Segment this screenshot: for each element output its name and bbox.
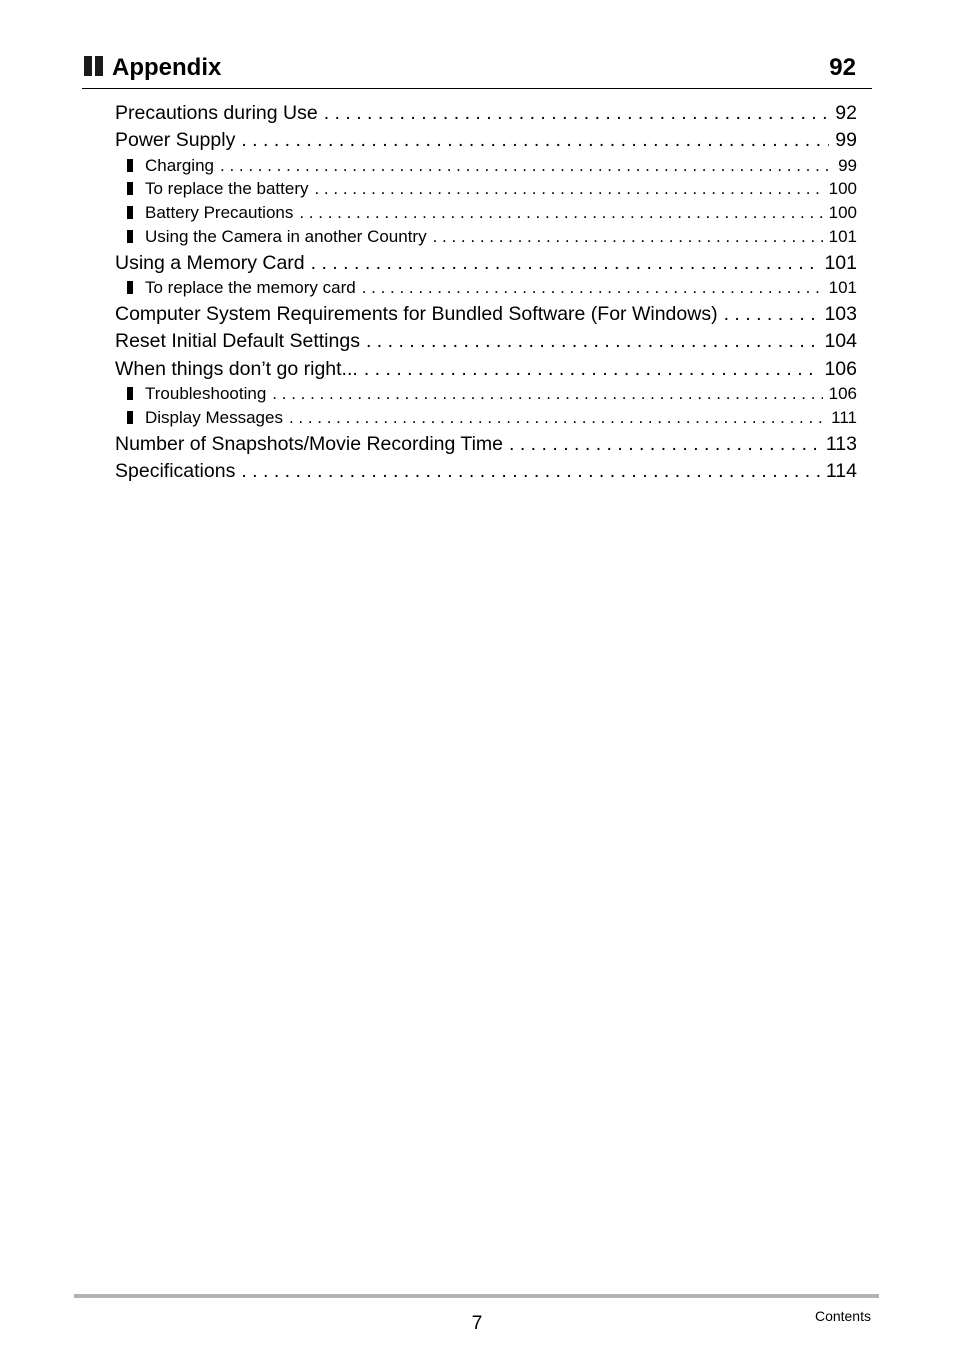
- footer-contents-link[interactable]: Contents: [814, 1308, 871, 1324]
- toc-entry-label: Charging: [145, 156, 214, 175]
- toc-entry[interactable]: [127, 178, 857, 200]
- dot-leader: [311, 250, 819, 276]
- toc-entry-page: 99: [838, 156, 857, 175]
- toc-entry-label: When things don’t go right...: [115, 358, 358, 380]
- dot-leader: [362, 277, 823, 299]
- toc-entry[interactable]: [127, 202, 857, 224]
- dot-leader: [289, 407, 825, 429]
- toc-entry[interactable]: [115, 250, 857, 276]
- toc-entry[interactable]: [115, 100, 857, 126]
- toc-entry-label: To replace the battery: [145, 179, 309, 198]
- toc-entry-page: 111: [831, 408, 857, 427]
- toc-entry-label: Reset Initial Default Settings: [115, 330, 360, 352]
- bullet-icon: [127, 281, 133, 294]
- footer-page-number: 7: [471, 1313, 483, 1334]
- dot-leader: [299, 202, 822, 224]
- toc-entry-label: Power Supply: [115, 129, 236, 151]
- toc-entry-label: Specifications: [115, 460, 236, 482]
- dot-leader: [509, 431, 820, 457]
- toc-entry-label: Troubleshooting: [145, 384, 267, 403]
- section-page-number: 92: [829, 54, 856, 81]
- toc-entry-page: 103: [824, 303, 857, 325]
- dot-leader: [272, 383, 822, 405]
- toc-entry-page: 100: [828, 203, 857, 222]
- toc-entry-page: 101: [828, 227, 857, 246]
- dot-leader: [220, 155, 832, 177]
- section-title: Appendix: [112, 54, 222, 81]
- dot-leader: [366, 328, 818, 354]
- toc-entry-label: Battery Precautions: [145, 203, 294, 222]
- dot-leader: [364, 356, 819, 382]
- toc-entry[interactable]: [127, 407, 857, 429]
- toc-entry[interactable]: [127, 277, 857, 299]
- toc-entry[interactable]: [115, 431, 857, 457]
- dot-leader: [241, 127, 829, 153]
- bullet-icon: [127, 230, 133, 243]
- toc-entry-label: Display Messages: [145, 408, 283, 427]
- dot-leader: [241, 458, 820, 484]
- bullet-icon: [127, 387, 133, 400]
- toc-entry-page: 113: [825, 433, 857, 455]
- section-header: [82, 52, 872, 89]
- toc-entry[interactable]: [115, 127, 857, 153]
- toc-entry-page: 101: [824, 252, 857, 274]
- toc-entry-label: Computer System Requirements for Bundled Software (For Windows): [115, 303, 718, 325]
- toc-entry[interactable]: [127, 155, 857, 177]
- toc-entry-page: 99: [835, 129, 857, 151]
- toc-entry-label: Number of Snapshots/Movie Recording Time: [115, 433, 504, 455]
- bullet-icon: [127, 182, 133, 195]
- toc-entry-page: 106: [828, 384, 857, 403]
- toc-entry-label: Using a Memory Card: [115, 252, 305, 274]
- bullet-icon: [127, 159, 133, 172]
- bullet-icon: [127, 411, 133, 424]
- toc-entry[interactable]: [115, 458, 857, 484]
- dot-leader: [324, 100, 830, 126]
- toc-entry[interactable]: [127, 383, 857, 405]
- toc-entry[interactable]: [115, 356, 857, 382]
- dot-leader: [314, 178, 822, 200]
- toc-entry[interactable]: [115, 301, 857, 327]
- toc-entry-page: 100: [828, 179, 857, 198]
- toc-entry-page: 114: [825, 460, 857, 482]
- toc-entry-page: 92: [835, 102, 857, 124]
- toc-entry-page: 104: [824, 330, 857, 352]
- toc-entry[interactable]: [115, 328, 857, 354]
- toc-entry-label: Using the Camera in another Country: [145, 227, 427, 246]
- footer-divider: [74, 1294, 879, 1298]
- dot-leader: [724, 301, 819, 327]
- dot-leader: [433, 226, 823, 248]
- toc-entry-page: 106: [824, 358, 857, 380]
- toc-entry-label: Precautions during Use: [115, 102, 318, 124]
- toc-entry-label: To replace the memory card: [145, 278, 356, 297]
- toc-entry[interactable]: [127, 226, 857, 248]
- bullet-icon: [127, 206, 133, 219]
- section-marker-icon: [84, 56, 103, 76]
- toc-entry-page: 101: [828, 278, 857, 297]
